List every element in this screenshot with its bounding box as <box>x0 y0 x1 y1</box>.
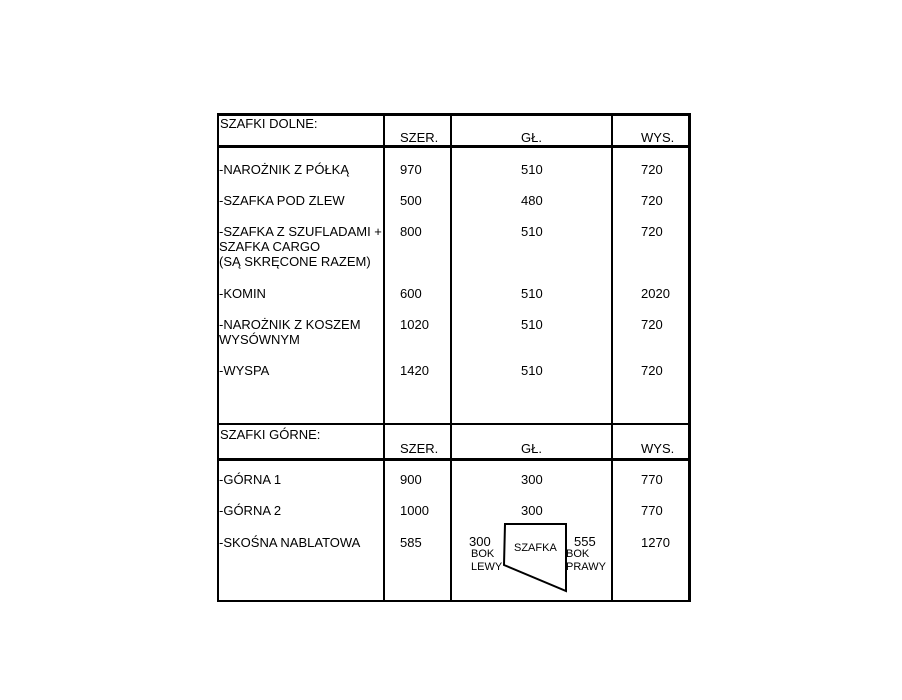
row-name: -SKOŚNA NABLATOWA <box>219 535 361 550</box>
row-width: 585 <box>400 535 422 550</box>
row-height: 2020 <box>641 286 670 301</box>
row-height: 720 <box>641 162 663 177</box>
table-bottom-border <box>217 600 690 602</box>
row-height: 720 <box>641 317 663 332</box>
row-depth: 480 <box>521 193 543 208</box>
row-name: -NAROŻNIK Z PÓŁKĄ <box>219 162 350 177</box>
row-name: -SZAFKA POD ZLEW <box>219 193 345 208</box>
row-name: -GÓRNA 1 <box>219 472 282 487</box>
row-depth: 510 <box>521 286 543 301</box>
row-name: -WYSPA <box>219 363 270 378</box>
row-name: -KOMIN <box>219 286 266 301</box>
row-width: 1420 <box>400 363 429 378</box>
upper-section-title: SZAFKI GÓRNE: <box>220 427 321 442</box>
lower-header-underline <box>217 145 690 148</box>
sketch-center-label: SZAFKA <box>514 542 557 554</box>
row-width: 500 <box>400 193 422 208</box>
sketch-left-label: BOK LEWY <box>471 548 503 573</box>
row-depth: 510 <box>521 224 543 239</box>
row-height: 720 <box>641 363 663 378</box>
row-name: -NAROŻNIK Z KOSZEM WYSÓWNYM <box>219 317 361 347</box>
row-depth: 510 <box>521 317 543 332</box>
row-height: 720 <box>641 224 663 239</box>
table-left-border <box>217 113 219 602</box>
upper-header-height: WYS. <box>641 441 675 456</box>
row-width: 600 <box>400 286 422 301</box>
row-depth: 510 <box>521 162 543 177</box>
row-depth: 300 <box>521 503 543 518</box>
column-divider-2 <box>450 113 452 602</box>
row-height: 1270 <box>641 535 670 550</box>
row-name: -GÓRNA 2 <box>219 503 282 518</box>
row-width: 900 <box>400 472 422 487</box>
slanted-cabinet-sketch <box>500 520 572 594</box>
row-height: 770 <box>641 472 663 487</box>
upper-header-width: SZER. <box>400 441 439 456</box>
cabinet-outline <box>504 524 566 591</box>
sketch-right-label: BOK PRAWY <box>566 548 606 573</box>
row-width: 970 <box>400 162 422 177</box>
table-right-border <box>688 113 691 602</box>
upper-section-top-line <box>217 423 690 425</box>
row-height: 720 <box>641 193 663 208</box>
row-name: -SZAFKA Z SZUFLADAMI + SZAFKA CARGO (SĄ SKRĘCONE RAZEM) <box>219 224 382 269</box>
row-width: 800 <box>400 224 422 239</box>
column-divider-1 <box>383 113 385 602</box>
row-height: 770 <box>641 503 663 518</box>
lower-header-width: SZER. <box>400 130 439 145</box>
row-width: 1020 <box>400 317 429 332</box>
lower-header-depth: GŁ. <box>521 130 542 145</box>
row-width: 1000 <box>400 503 429 518</box>
lower-section-title: SZAFKI DOLNE: <box>220 116 318 131</box>
sketch-right-value: 555 <box>574 534 596 549</box>
upper-header-depth: GŁ. <box>521 441 542 456</box>
row-depth: 300 <box>521 472 543 487</box>
upper-header-underline <box>217 458 690 461</box>
lower-header-height: WYS. <box>641 130 675 145</box>
sketch-left-value: 300 <box>469 534 491 549</box>
column-divider-3 <box>611 113 613 602</box>
row-depth: 510 <box>521 363 543 378</box>
